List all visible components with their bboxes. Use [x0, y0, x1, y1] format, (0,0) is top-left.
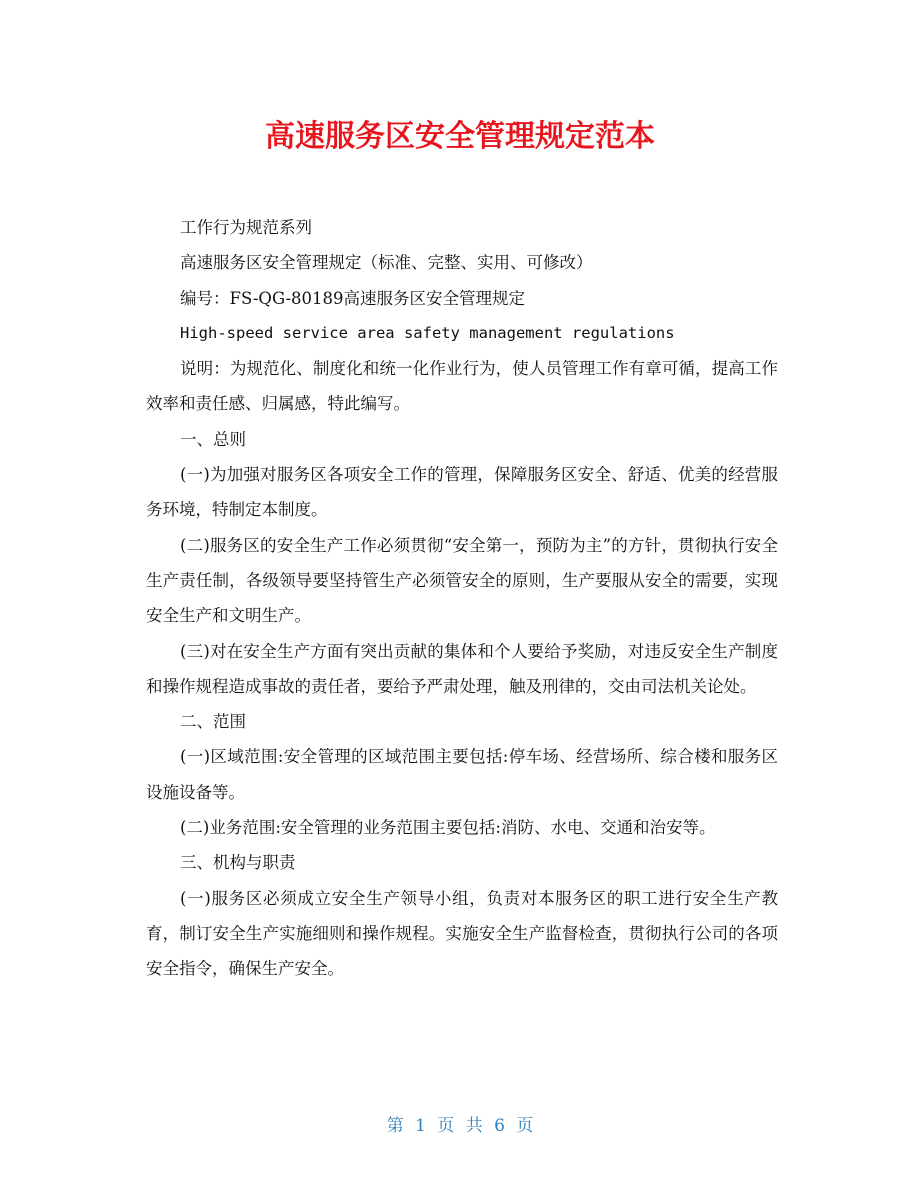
document-title: 高速服务区安全管理规定范本	[265, 119, 655, 154]
body-paragraph: (一)服务区必须成立安全生产领导小组，负责对本服务区的职工进行安全生产教育，制订安全生产实施细则和操作规程。实施安全生产监督检查，贯彻执行公司的各项安全指令，确保生产安全。	[146, 888, 778, 979]
english-title: High-speed service area safety management regulations	[180, 323, 675, 342]
subtitle: 高速服务区安全管理规定（标准、完整、实用、可修改）	[180, 253, 593, 273]
description-paragraph: 说明：为规范化、制度化和统一化作业行为，使人员管理工作有章可循，提高工作效率和责任感、归属感，特此编写。	[146, 359, 778, 414]
body-paragraph: (一)区域范围:安全管理的区域范围主要包括:停车场、经营场所、综合楼和服务区设施设备等。	[146, 747, 778, 802]
section-heading-general: 一、总则	[180, 429, 246, 449]
section-heading-scope: 二、范围	[180, 712, 246, 732]
body-paragraph: (二)业务范围:安全管理的业务范围主要包括:消防、水电、交通和治安等。	[180, 818, 716, 838]
body-paragraph: (二)服务区的安全生产工作必须贯彻“安全第一，预防为主”的方针，贯彻执行安全生产责任制，各级领导要坚持管生产必须管安全的原则，生产要服从安全的需要，实现安全生产和文明生产。	[146, 535, 778, 626]
series-label: 工作行为规范系列	[180, 218, 312, 237]
page-number-footer: 第 1 页 共 6 页	[386, 1116, 534, 1136]
document-number: 编号：FS-QG-80189高速服务区安全管理规定	[180, 288, 526, 308]
section-heading-organization: 三、机构与职责	[180, 853, 296, 873]
document-body	[146, 210, 778, 987]
body-paragraph: (一)为加强对服务区各项安全工作的管理，保障服务区安全、舒适、优美的经营服务环境，特制定本制度。	[146, 465, 778, 520]
body-paragraph: (三)对在安全生产方面有突出贡献的集体和个人要给予奖励，对违反安全生产制度和操作规程造成事故的责任者，要给予严肃处理，触及刑律的，交由司法机关论处。	[146, 641, 778, 696]
